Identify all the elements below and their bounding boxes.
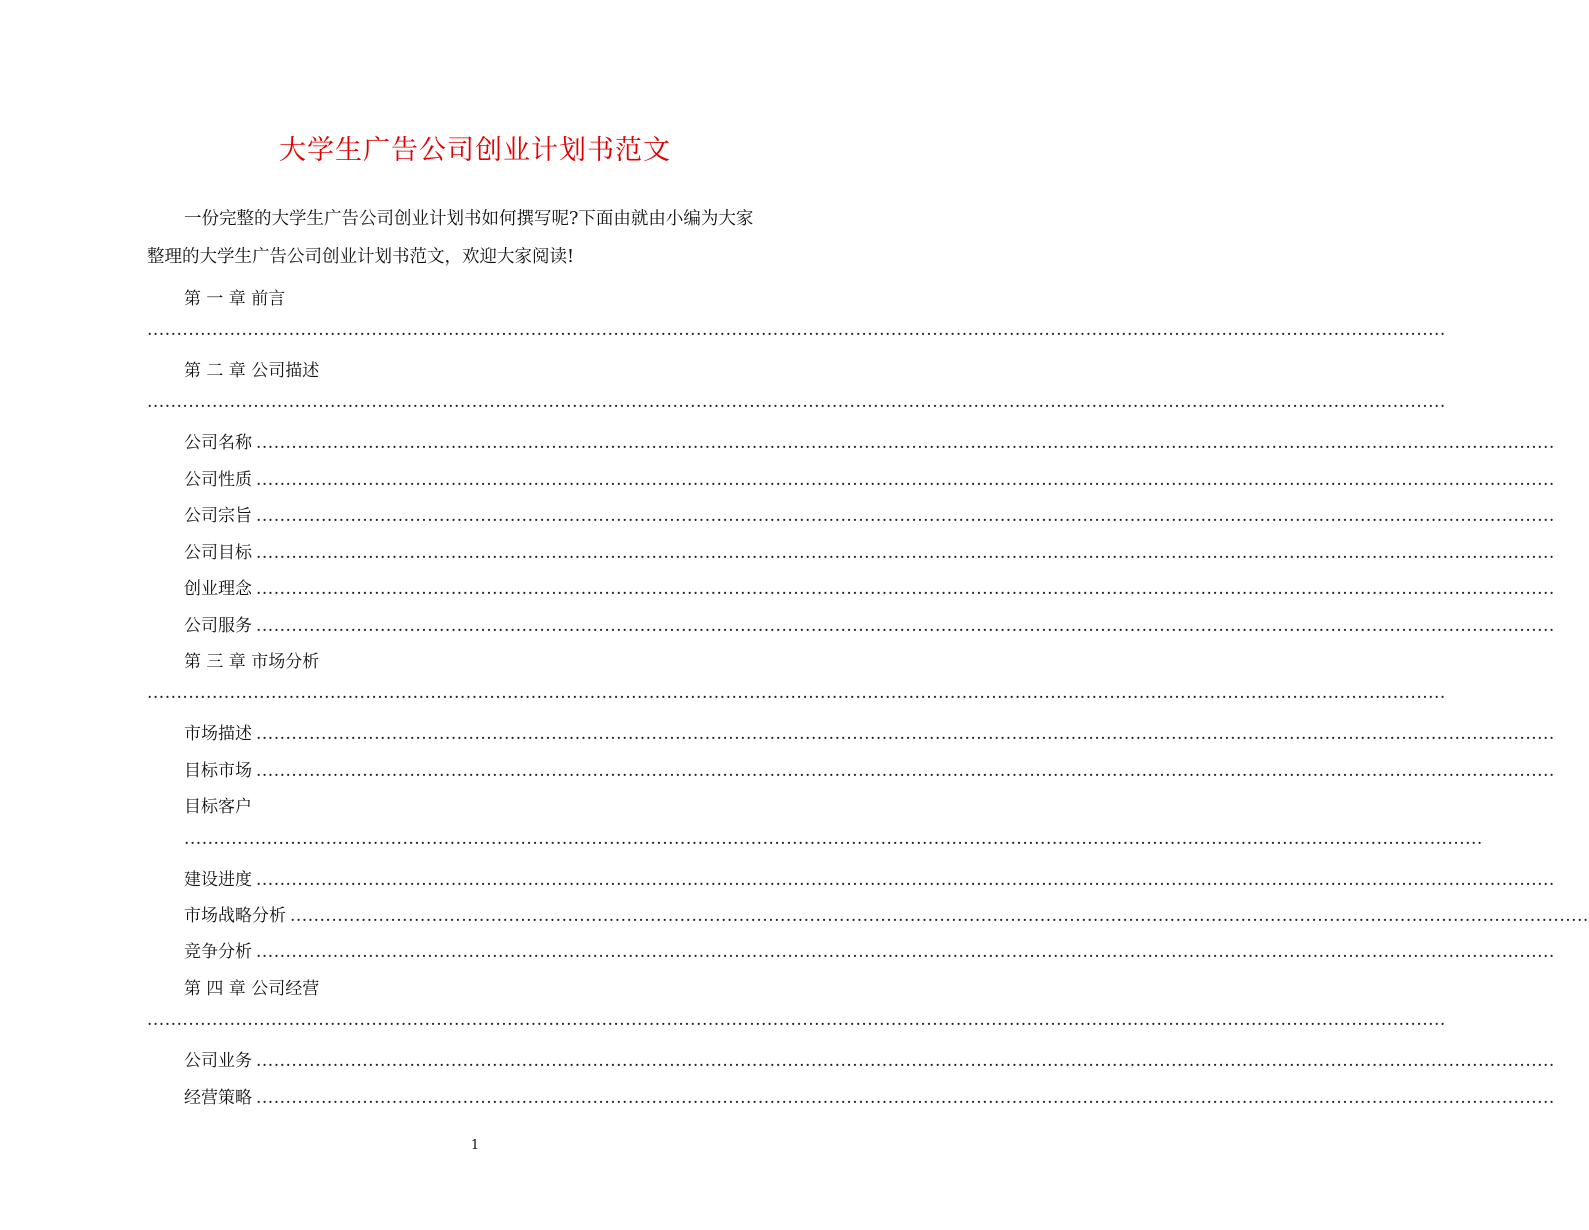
toc-entry: 创业理念 ............................................................................................................................................................................................................................ — [184, 579, 1555, 599]
toc-chapter-3: 第 三 章 市场分析 — [184, 652, 320, 672]
toc-entry: 公司名称 ............................................................................................................................................................................................................................ — [184, 433, 1555, 453]
toc-entry: 公司业务 ............................................................................................................................................................................................................................ — [184, 1051, 1555, 1071]
toc-leader-dots: ............................................................................................................................................................................................................................ — [147, 320, 1446, 340]
toc-entry: 目标市场 ............................................................................................................................................................................................................................ — [184, 761, 1555, 781]
toc-entry: 竞争分析 ............................................................................................................................................................................................................................ — [184, 942, 1555, 962]
toc-entry: 公司性质 ............................................................................................................................................................................................................................ — [184, 470, 1555, 490]
toc-entry: 经营策略 ............................................................................................................................................................................................................................ — [184, 1088, 1555, 1108]
toc-chapter-1: 第 一 章 前言 — [184, 289, 286, 309]
toc-entry: 市场战略分析 ............................................................................................................................................................................................................................ — [184, 906, 1589, 926]
page-number: 1 — [470, 1138, 480, 1153]
toc-leader-dots: ............................................................................................................................................................................................................................ — [147, 392, 1446, 412]
intro-line-1: 一份完整的大学生广告公司创业计划书如何撰写呢?下面由就由小编为大家 — [184, 209, 754, 229]
toc-entry: 公司服务 ............................................................................................................................................................................................................................ — [184, 616, 1555, 636]
toc-entry-target-customers: 目标客户 — [184, 797, 252, 817]
intro-line-2: 整理的大学生广告公司创业计划书范文，欢迎大家阅读! — [147, 247, 575, 267]
toc-leader-dots: ............................................................................................................................................................................................................................ — [147, 1010, 1446, 1030]
toc-entry: 建设进度 ............................................................................................................................................................................................................................ — [184, 870, 1555, 890]
toc-leader-dots: ............................................................................................................................................................................................................................ — [147, 683, 1446, 703]
toc-entry: 市场描述 ............................................................................................................................................................................................................................ — [184, 724, 1555, 744]
toc-entry: 公司目标 ............................................................................................................................................................................................................................ — [184, 543, 1555, 563]
document-title: 大学生广告公司创业计划书范文 — [279, 135, 671, 166]
intro-paragraph — [147, 200, 797, 276]
toc-leader-dots: ............................................................................................................................................................................................................................ — [184, 829, 1483, 849]
toc-chapter-4: 第 四 章 公司经营 — [184, 979, 320, 999]
toc-entry: 公司宗旨 ............................................................................................................................................................................................................................ — [184, 506, 1555, 526]
toc-chapter-2: 第 二 章 公司描述 — [184, 361, 320, 381]
